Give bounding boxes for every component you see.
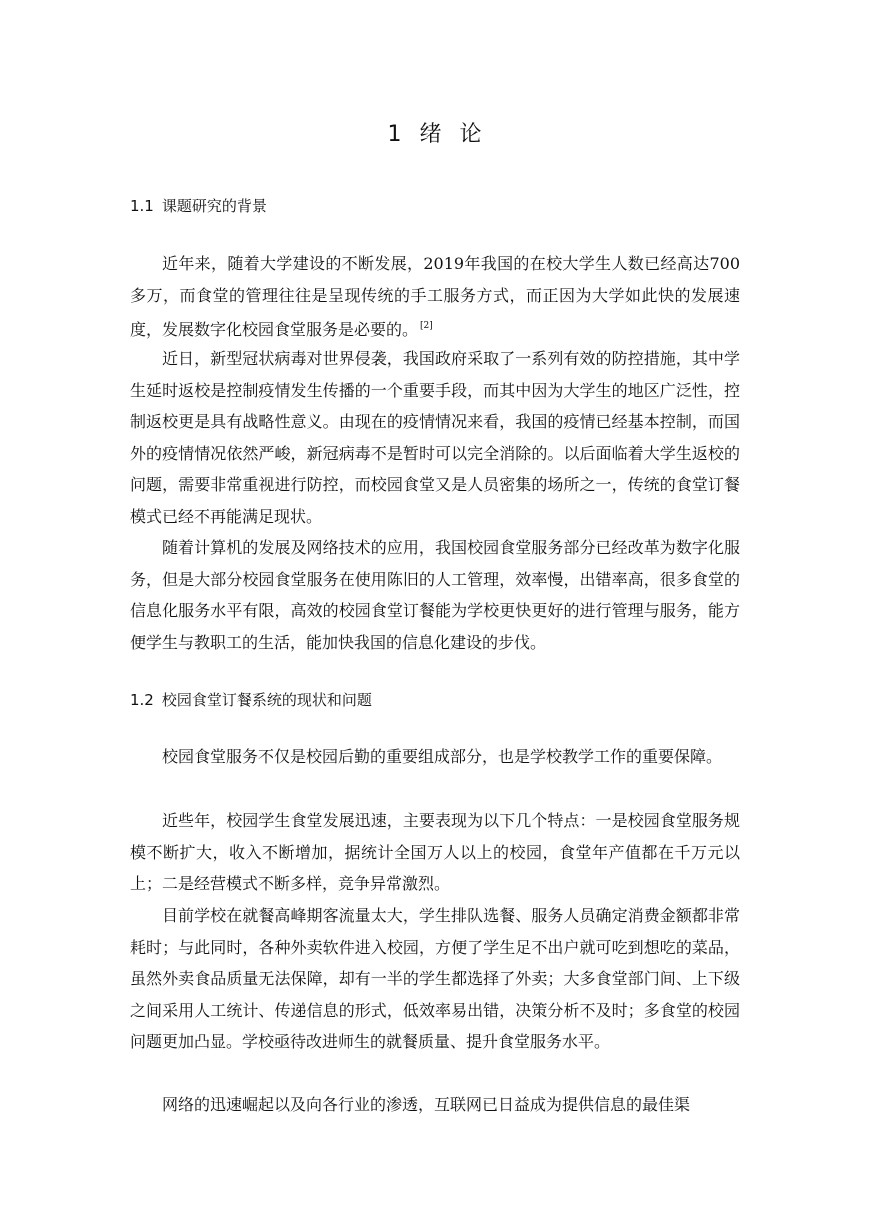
section-heading-1-2 — [130, 689, 372, 710]
paragraph: 随着计算机的发展及网络技术的应用，我国校园食堂服务部分已经改革为数字化服务，但是大部分校园食堂服务在使用陈旧的人工管理，效率慢，出错率高，很多食堂的信息化服务水平有限，高效的校园食堂订餐能为学校更快更好的进行管理与服务，能方便学生与教职工的生活，能加快我国的信息化建设的步伐。 — [130, 538, 740, 652]
chapter-title-char: 绪 — [419, 122, 442, 147]
citation-marker: [2] — [420, 321, 433, 331]
section-number: 1.1 — [130, 197, 154, 215]
paragraph-text: 近年来，随着大学建设的不断发展，2019年我国的在校大学生人数已经高达700多万，而食堂的管理往往是呈现传统的手工服务方式，而正因为大学如此快的发展速度，发展数字化校园食堂服务是必要的。 — [130, 254, 740, 339]
paragraph: 目前学校在就餐高峰期客流量太大，学生排队选餐、服务人员确定消费金额都非常耗时；与此同时，各种外卖软件进入校园，方便了学生足不出户就可吃到想吃的菜品，虽然外卖食品质量无法保障，却有一半的学生都选择了外卖；大多食堂部门间、上下级之间采用人工统计、传递信息的形式，低效率易出错，决策分析不及时；多食堂的校园问题更加凸显。学校亟待改进师生的就餐质量、提升食堂服务水平。 — [130, 906, 740, 1051]
section-heading-1-1 — [130, 195, 267, 216]
paragraph: 近些年，校园学生食堂发展迅速，主要表现为以下几个特点：一是校园食堂服务规模不断扩大，收入不断增加，据统计全国万人以上的校园，食堂年产值都在千万元以上；二是经营模式不断多样，竞争异常激烈。 — [130, 811, 740, 893]
section-number: 1.2 — [130, 691, 154, 709]
chapter-title — [130, 117, 739, 148]
section-title: 课题研究的背景 — [161, 197, 267, 215]
section-title: 校园食堂订餐系统的现状和问题 — [161, 691, 372, 709]
paragraph: 网络的迅速崛起以及向各行业的渗透，互联网已日益成为提供信息的最佳渠 — [162, 1095, 691, 1114]
chapter-number: 1 — [387, 122, 402, 147]
paragraph: 校园食堂服务不仅是校园后勤的重要组成部分，也是学校教学工作的重要保障。 — [162, 747, 723, 766]
paragraph — [130, 248, 740, 346]
paragraph: 近日，新型冠状病毒对世界侵袭，我国政府采取了一系列有效的防控措施，其中学生延时返校是控制疫情发生传播的一个重要手段，而其中因为大学生的地区广泛性，控制返校更是具有战略性意义。由现在的疫情情况来看，我国的疫情已经基本控制，而国外的疫情情况依然严峻，新冠病毒不是暂时可以完全消除的。以后面临着大学生返校的问题，需要非常重视进行防控，而校园食堂又是人员密集的场所之一，传统的食堂订餐模式已经不再能满足现状。 — [130, 349, 740, 526]
chapter-title-char: 论 — [459, 122, 482, 147]
